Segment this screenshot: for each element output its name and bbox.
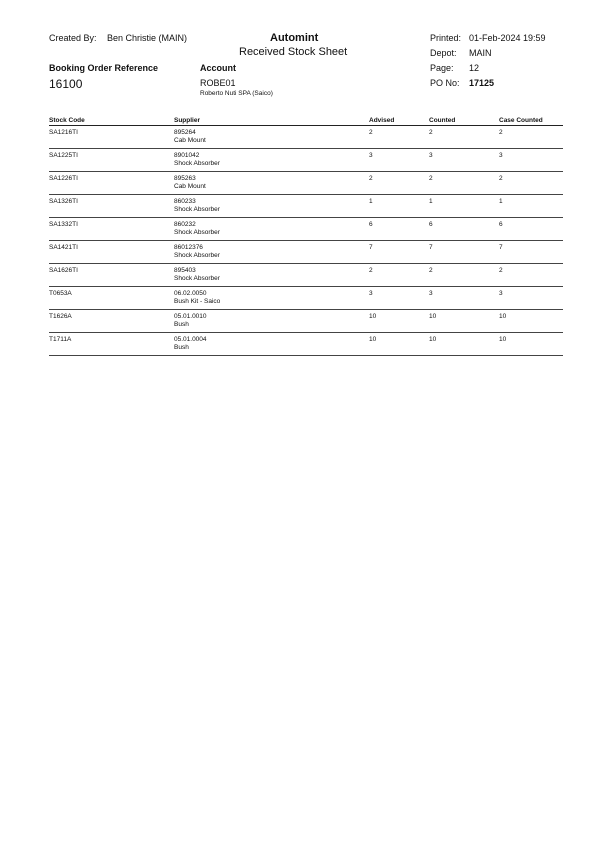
cell-stock-code [49, 149, 174, 172]
advised-qty: 10 [369, 313, 377, 320]
cell-supplier [174, 218, 369, 241]
counted-qty: 2 [429, 267, 433, 274]
cell-advised [369, 333, 429, 356]
cell-advised [369, 264, 429, 287]
case-counted-qty: 3 [499, 152, 503, 159]
case-counted-qty: 2 [499, 175, 503, 182]
table-row [49, 126, 563, 149]
cell-supplier [174, 241, 369, 264]
item-description: Shock Absorber [174, 252, 220, 259]
cell-counted [429, 172, 499, 195]
item-description: Shock Absorber [174, 206, 220, 213]
cell-counted [429, 126, 499, 149]
cell-supplier [174, 126, 369, 149]
cell-case-counted [499, 149, 563, 172]
case-counted-qty: 7 [499, 244, 503, 251]
cell-case-counted [499, 310, 563, 333]
advised-qty: 2 [369, 267, 373, 274]
column-header-stock-code: Stock Code [49, 114, 174, 126]
item-description: Cab Mount [174, 183, 206, 190]
counted-qty: 3 [429, 290, 433, 297]
booking-ref-label: Booking Order Reference [49, 63, 159, 73]
depot-value: MAIN [469, 48, 492, 58]
table-body [49, 126, 563, 356]
cell-advised [369, 172, 429, 195]
item-description: Shock Absorber [174, 229, 220, 236]
cell-advised [369, 241, 429, 264]
created-by-value: Ben Christie (MAIN) [107, 33, 188, 43]
cell-case-counted [499, 333, 563, 356]
supplier-code: 8901042 [174, 152, 200, 159]
supplier-code: 895264 [174, 129, 196, 136]
table-row [49, 264, 563, 287]
stock-code: SA1421TI [49, 244, 78, 251]
supplier-code: 06.02.0050 [174, 290, 207, 297]
stock-code: T1711A [49, 336, 72, 343]
stock-code: SA1332TI [49, 221, 78, 228]
page-value: 12 [469, 63, 480, 73]
cell-supplier [174, 195, 369, 218]
advised-qty: 3 [369, 152, 373, 159]
cell-supplier [174, 264, 369, 287]
cell-stock-code [49, 241, 174, 264]
item-description: Cab Mount [174, 137, 206, 144]
cell-stock-code [49, 218, 174, 241]
column-header-counted: Counted [429, 114, 499, 126]
received-stock-table [49, 114, 563, 356]
cell-supplier [174, 333, 369, 356]
stock-code: SA1626TI [49, 267, 78, 274]
cell-advised [369, 149, 429, 172]
cell-stock-code [49, 287, 174, 310]
column-header-advised: Advised [369, 114, 429, 126]
cell-advised [369, 195, 429, 218]
printed-value: 01-Feb-2024 19:59 [469, 33, 546, 43]
counted-qty: 10 [429, 313, 437, 320]
counted-qty: 1 [429, 198, 433, 205]
booking-ref-value: 16100 [49, 77, 83, 91]
case-counted-qty: 2 [499, 129, 503, 136]
cell-case-counted [499, 287, 563, 310]
cell-case-counted [499, 218, 563, 241]
account-code: ROBE01 [200, 78, 236, 88]
page-label: Page: [430, 63, 454, 73]
cell-stock-code [49, 333, 174, 356]
supplier-code: 05.01.0004 [174, 336, 207, 343]
table-header-row [49, 114, 563, 126]
cell-case-counted [499, 241, 563, 264]
cell-advised [369, 126, 429, 149]
printed-label: Printed: [430, 33, 462, 43]
cell-counted [429, 149, 499, 172]
report-title: Received Stock Sheet [239, 46, 348, 58]
cell-supplier [174, 149, 369, 172]
supplier-code: 86012376 [174, 244, 203, 251]
cell-advised [369, 287, 429, 310]
po-label: PO No: [430, 78, 460, 88]
cell-stock-code [49, 310, 174, 333]
column-header-supplier: Supplier [174, 114, 369, 126]
cell-stock-code [49, 126, 174, 149]
item-description: Shock Absorber [174, 275, 220, 282]
counted-qty: 7 [429, 244, 433, 251]
cell-case-counted [499, 264, 563, 287]
advised-qty: 2 [369, 129, 373, 136]
cell-counted [429, 195, 499, 218]
item-description: Bush [174, 344, 189, 351]
table-row [49, 241, 563, 264]
table-row [49, 195, 563, 218]
cell-case-counted [499, 172, 563, 195]
account-name: Roberto Nuti SPA (Saico) [200, 90, 273, 97]
cell-counted [429, 218, 499, 241]
cell-supplier [174, 287, 369, 310]
table-row [49, 310, 563, 333]
supplier-code: 860232 [174, 221, 196, 228]
supplier-code: 895263 [174, 175, 196, 182]
case-counted-qty: 10 [499, 336, 507, 343]
cell-counted [429, 241, 499, 264]
stock-code: SA1225TI [49, 152, 78, 159]
stock-code: T1626A [49, 313, 72, 320]
cell-counted [429, 287, 499, 310]
advised-qty: 7 [369, 244, 373, 251]
supplier-code: 860233 [174, 198, 196, 205]
cell-supplier [174, 172, 369, 195]
table-row [49, 333, 563, 356]
supplier-code: 05.01.0010 [174, 313, 207, 320]
depot-label: Depot: [430, 48, 457, 58]
stock-code: SA1216TI [49, 129, 78, 136]
case-counted-qty: 6 [499, 221, 503, 228]
counted-qty: 2 [429, 175, 433, 182]
stock-code: SA1326TI [49, 198, 78, 205]
counted-qty: 6 [429, 221, 433, 228]
column-header-case-counted: Case Counted [499, 114, 563, 126]
cell-stock-code [49, 264, 174, 287]
counted-qty: 3 [429, 152, 433, 159]
counted-qty: 2 [429, 129, 433, 136]
advised-qty: 3 [369, 290, 373, 297]
cell-advised [369, 218, 429, 241]
cell-counted [429, 310, 499, 333]
account-label: Account [200, 63, 236, 73]
po-value: 17125 [469, 78, 495, 88]
stock-code: SA1226TI [49, 175, 78, 182]
cell-supplier [174, 310, 369, 333]
stock-code: T0653A [49, 290, 72, 297]
case-counted-qty: 3 [499, 290, 503, 297]
item-description: Bush [174, 321, 189, 328]
cell-counted [429, 333, 499, 356]
advised-qty: 2 [369, 175, 373, 182]
cell-advised [369, 310, 429, 333]
table-row [49, 218, 563, 241]
cell-counted [429, 264, 499, 287]
cell-case-counted [499, 126, 563, 149]
created-by-label: Created By: [49, 33, 97, 43]
cell-stock-code [49, 172, 174, 195]
table-row [49, 149, 563, 172]
advised-qty: 1 [369, 198, 373, 205]
cell-stock-code [49, 195, 174, 218]
case-counted-qty: 10 [499, 313, 507, 320]
cell-case-counted [499, 195, 563, 218]
advised-qty: 10 [369, 336, 377, 343]
counted-qty: 10 [429, 336, 437, 343]
table-row [49, 287, 563, 310]
advised-qty: 6 [369, 221, 373, 228]
company-name: Automint [270, 32, 319, 44]
item-description: Shock Absorber [174, 160, 220, 167]
table-row [49, 172, 563, 195]
case-counted-qty: 2 [499, 267, 503, 274]
item-description: Bush Kit - Saico [174, 298, 221, 305]
supplier-code: 895403 [174, 267, 196, 274]
case-counted-qty: 1 [499, 198, 503, 205]
